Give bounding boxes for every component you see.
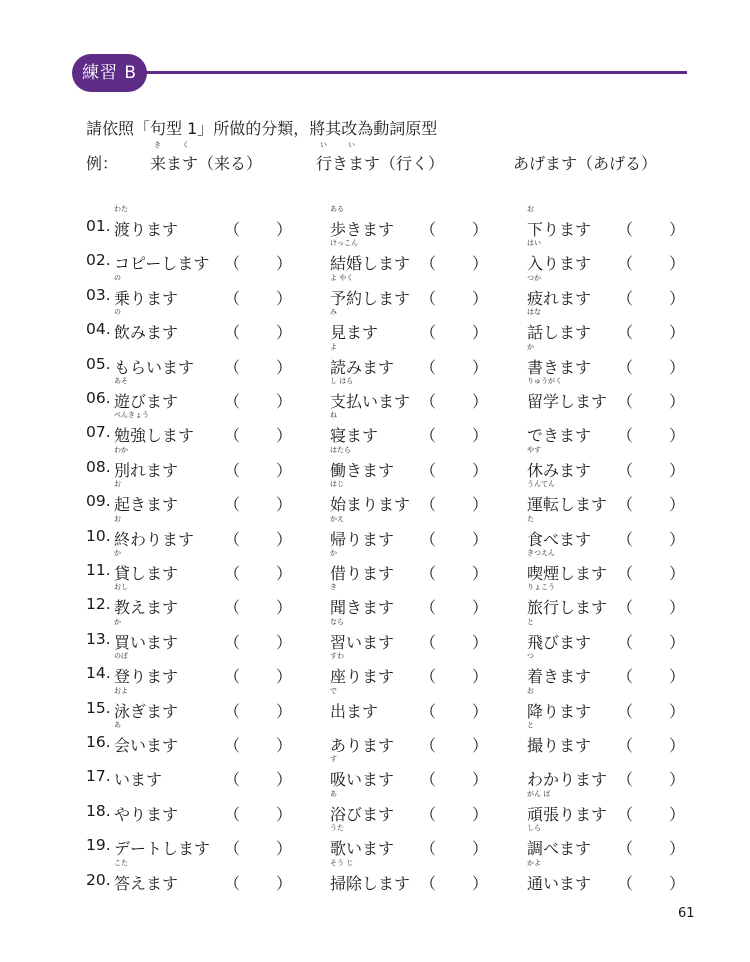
furigana: すわ	[330, 652, 344, 661]
answer-paren-close: ）	[276, 220, 293, 239]
exercise-number: 08.	[86, 457, 111, 476]
furigana: りゅうがく	[527, 377, 562, 385]
exercise-number: 11.	[86, 561, 111, 579]
answer-paren-close: ）	[669, 220, 686, 239]
exercise-number: 02.	[86, 251, 111, 270]
verb-masu-form: 喫煙します	[527, 564, 608, 583]
answer-paren-open: （	[224, 667, 241, 687]
furigana: うた	[330, 824, 344, 833]
verb-masu-form: 帰ります	[330, 529, 395, 549]
furigana: か	[330, 549, 337, 557]
verb-masu-form: 食べます	[527, 529, 592, 549]
exercise-row	[0, 514, 750, 548]
furigana: あ	[114, 721, 121, 729]
answer-paren-open: （	[420, 460, 437, 480]
answer-paren-open: （	[224, 598, 241, 618]
verb-masu-form: 遊びます	[114, 392, 179, 411]
answer-paren-open: （	[224, 564, 241, 583]
answer-paren-open: （	[224, 873, 241, 893]
furigana: ある	[330, 205, 344, 213]
answer-paren-open: （	[617, 460, 634, 480]
furigana: あ	[330, 789, 337, 798]
furigana: はじ	[330, 480, 344, 489]
answer-paren-open: （	[617, 254, 634, 274]
verb-masu-form: 話します	[527, 323, 592, 343]
furigana: はい	[527, 239, 541, 248]
furigana: か	[114, 617, 121, 626]
furigana: す	[330, 755, 337, 764]
answer-paren-open: （	[617, 701, 634, 721]
verb-masu-form: 結婚します	[330, 254, 411, 274]
answer-paren-close: ）	[472, 804, 489, 824]
answer-paren-open: （	[420, 323, 437, 343]
verb-masu-form: 教えます	[114, 598, 179, 618]
answer-paren-open: （	[224, 736, 241, 755]
verb-masu-form: 通います	[527, 873, 592, 893]
furigana: かえ	[330, 514, 344, 523]
furigana: りょこう	[527, 583, 555, 592]
exercise-row	[0, 342, 750, 376]
answer-paren-close: ）	[472, 323, 489, 343]
answer-paren-open: （	[224, 288, 241, 308]
answer-paren-close: ）	[276, 564, 293, 583]
answer-paren-open: （	[420, 392, 437, 411]
answer-paren-open: （	[420, 598, 437, 618]
exercise-number: 03.	[86, 285, 111, 304]
furigana: お	[527, 686, 534, 695]
answer-paren-open: （	[420, 839, 437, 859]
answer-paren-close: ）	[276, 323, 293, 343]
furigana: の	[114, 273, 121, 282]
verb-masu-form: あります	[330, 736, 395, 755]
verb-masu-form: 登ります	[114, 667, 179, 687]
answer-paren-close: ）	[472, 460, 489, 480]
exercise-number: 07.	[86, 423, 111, 442]
answer-paren-close: ）	[276, 598, 293, 618]
furigana: と	[527, 617, 534, 626]
answer-paren-close: ）	[669, 288, 686, 308]
verb-masu-form: 撮ります	[527, 736, 592, 755]
answer-paren-close: ）	[669, 736, 686, 755]
verb-masu-form: 答えます	[114, 873, 179, 893]
verb-masu-form: 疲れます	[527, 288, 592, 308]
answer-paren-open: （	[617, 632, 634, 652]
verb-masu-form: 歌います	[330, 839, 395, 859]
answer-paren-close: ）	[472, 770, 489, 790]
answer-paren-close: ）	[276, 357, 293, 377]
answer-paren-close: ）	[669, 804, 686, 824]
answer-paren-close: ）	[669, 564, 686, 583]
answer-paren-open: （	[420, 873, 437, 893]
verb-masu-form: わかります	[527, 770, 608, 790]
furigana: べんきょう	[114, 411, 149, 420]
answer-paren-close: ）	[276, 495, 293, 515]
answer-paren-open: （	[420, 564, 437, 583]
answer-paren-close: ）	[472, 288, 489, 308]
answer-paren-open: （	[617, 873, 634, 893]
answer-paren-open: （	[420, 220, 437, 239]
furigana: し はら	[330, 377, 354, 385]
verb-masu-form: 会います	[114, 736, 179, 755]
instruction-text: 請依照「句型 1」所做的分類，將其改為動詞原型	[86, 119, 438, 138]
exercise-row	[0, 651, 750, 685]
example-item	[150, 141, 263, 174]
answer-paren-close: ）	[669, 667, 686, 687]
furigana: か	[114, 549, 121, 557]
exercise-number: 13.	[86, 629, 111, 648]
answer-paren-close: ）	[669, 598, 686, 618]
exercise-number: 20.	[86, 870, 111, 889]
furigana: はな	[527, 308, 541, 317]
answer-paren-close: ）	[472, 529, 489, 549]
answer-paren-close: ）	[276, 254, 293, 274]
answer-paren-close: ）	[276, 460, 293, 480]
answer-paren-close: ）	[472, 632, 489, 652]
verb-masu-form: 座ります	[330, 667, 395, 687]
furigana: お	[114, 514, 121, 523]
exercise-number: 16.	[86, 733, 111, 751]
furigana: こた	[114, 858, 128, 867]
answer-paren-close: ）	[276, 736, 293, 755]
verb-masu-form: 予約します	[330, 288, 411, 308]
answer-paren-close: ）	[276, 873, 293, 893]
furigana: がん ば	[527, 789, 551, 798]
answer-paren-open: （	[224, 529, 241, 549]
furigana: つか	[527, 273, 541, 282]
verb-masu-form: デートします	[114, 839, 211, 859]
answer-paren-close: ）	[669, 392, 686, 411]
answer-paren-open: （	[224, 701, 241, 721]
exercise-number: 01.	[86, 217, 111, 235]
verb-masu-form: 旅行します	[527, 598, 608, 618]
answer-paren-close: ）	[669, 254, 686, 274]
answer-paren-close: ）	[472, 873, 489, 893]
answer-paren-open: （	[617, 529, 634, 549]
verb-masu-form: 浴びます	[330, 804, 395, 824]
verb-masu-form: 起きます	[114, 495, 179, 515]
furigana: かよ	[527, 858, 541, 867]
furigana: き	[330, 583, 337, 592]
verb-masu-form: 働きます	[330, 460, 395, 480]
answer-paren-open: （	[617, 598, 634, 618]
verb-masu-form: 調べます	[527, 839, 592, 859]
answer-paren-close: ）	[472, 254, 489, 274]
verb-masu-form: います	[114, 770, 163, 790]
example-text: あげます（あげる）	[513, 154, 658, 173]
answer-paren-close: ）	[472, 357, 489, 377]
exercise-number: 17.	[86, 767, 111, 786]
answer-paren-close: ）	[669, 632, 686, 652]
answer-paren-open: （	[224, 460, 241, 480]
answer-paren-open: （	[420, 804, 437, 824]
verb-masu-form: 降ります	[527, 701, 592, 721]
answer-paren-open: （	[420, 770, 437, 790]
exercise-row	[0, 823, 750, 857]
answer-paren-open: （	[617, 392, 634, 411]
verb-masu-form: 読みます	[330, 357, 395, 377]
exercise-number: 06.	[86, 389, 111, 407]
answer-paren-open: （	[617, 323, 634, 343]
answer-paren-close: ）	[276, 701, 293, 721]
answer-paren-open: （	[224, 392, 241, 411]
answer-paren-open: （	[420, 736, 437, 755]
answer-paren-close: ）	[276, 839, 293, 859]
verb-masu-form: 聞きます	[330, 598, 395, 618]
section-divider	[140, 71, 687, 74]
exercise-row	[0, 548, 750, 582]
furigana: やす	[527, 445, 541, 454]
answer-paren-open: （	[224, 254, 241, 274]
answer-paren-open: （	[224, 426, 241, 446]
exercise-number: 14.	[86, 664, 111, 683]
exercise-row	[0, 479, 750, 513]
answer-paren-close: ）	[669, 873, 686, 893]
furigana: と	[527, 721, 534, 729]
section-badge: 練習 B	[72, 54, 147, 92]
verb-masu-form: 飛びます	[527, 632, 592, 652]
furigana: およ	[114, 686, 128, 695]
answer-paren-close: ）	[669, 426, 686, 446]
answer-paren-open: （	[224, 357, 241, 377]
verb-masu-form: 吸います	[330, 770, 395, 790]
answer-paren-open: （	[617, 426, 634, 446]
verb-masu-form: やります	[114, 804, 179, 824]
verb-masu-form: 入ります	[527, 254, 592, 274]
example-label: 例：	[86, 154, 119, 173]
verb-masu-form: 休みます	[527, 460, 592, 480]
answer-paren-close: ）	[669, 357, 686, 377]
exercise-number: 19.	[86, 836, 111, 855]
answer-paren-close: ）	[276, 804, 293, 824]
answer-paren-close: ）	[669, 323, 686, 343]
verb-masu-form: 習います	[330, 632, 395, 652]
exercise-row	[0, 720, 750, 754]
exercise-number: 10.	[86, 526, 111, 545]
exercise-row	[0, 789, 750, 823]
answer-paren-open: （	[617, 564, 634, 583]
example-ruby: き く	[154, 141, 189, 149]
verb-masu-form: 飲みます	[114, 323, 179, 343]
verb-masu-form: もらいます	[114, 357, 195, 377]
furigana: よ	[330, 342, 337, 351]
furigana: はたら	[330, 445, 351, 454]
answer-paren-close: ）	[276, 529, 293, 549]
exercise-row	[0, 754, 750, 788]
furigana: けっこん	[330, 239, 358, 248]
verb-masu-form: 書きます	[527, 357, 592, 377]
example-text: 行きます（行く）	[316, 154, 445, 173]
verb-masu-form: 運転します	[527, 495, 608, 515]
answer-paren-open: （	[617, 839, 634, 859]
exercise-row	[0, 617, 750, 651]
example-ruby: い い	[320, 141, 355, 149]
verb-masu-form: 勉強します	[114, 426, 195, 446]
answer-paren-close: ）	[472, 564, 489, 583]
exercise-row	[0, 686, 750, 720]
answer-paren-close: ）	[669, 529, 686, 549]
answer-paren-open: （	[617, 736, 634, 755]
exercise-row	[0, 307, 750, 341]
verb-masu-form: 掃除します	[330, 873, 411, 893]
answer-paren-open: （	[420, 529, 437, 549]
answer-paren-close: ）	[472, 736, 489, 755]
furigana: の	[114, 308, 121, 317]
answer-paren-close: ）	[276, 632, 293, 652]
answer-paren-close: ）	[276, 426, 293, 446]
answer-paren-open: （	[420, 357, 437, 377]
furigana: た	[527, 514, 534, 523]
verb-masu-form: 渡ります	[114, 220, 179, 239]
furigana: か	[527, 342, 534, 351]
furigana: わか	[114, 445, 128, 454]
verb-masu-form: 出ます	[330, 701, 379, 721]
exercise-number: 18.	[86, 801, 111, 820]
exercise-row	[0, 858, 750, 892]
answer-paren-open: （	[420, 288, 437, 308]
answer-paren-open: （	[224, 220, 241, 239]
furigana: よ やく	[330, 273, 354, 282]
answer-paren-close: ）	[669, 770, 686, 790]
furigana: そう じ	[330, 858, 354, 867]
furigana: なら	[330, 617, 344, 626]
answer-paren-close: ）	[669, 839, 686, 859]
verb-masu-form: 貸します	[114, 564, 179, 583]
furigana: おし	[114, 583, 128, 592]
verb-masu-form: 別れます	[114, 460, 179, 480]
answer-paren-open: （	[420, 667, 437, 687]
furigana: わた	[114, 205, 128, 213]
furigana: あそ	[114, 377, 128, 385]
answer-paren-close: ）	[276, 667, 293, 687]
answer-paren-close: ）	[472, 392, 489, 411]
verb-masu-form: 見ます	[330, 323, 379, 343]
exercise-number: 09.	[86, 492, 111, 511]
exercise-row	[0, 273, 750, 307]
answer-paren-open: （	[224, 323, 241, 343]
verb-masu-form: 終わります	[114, 529, 195, 549]
answer-paren-open: （	[420, 495, 437, 515]
exercise-row	[0, 204, 750, 238]
verb-masu-form: 歩きます	[330, 220, 395, 239]
answer-paren-open: （	[224, 632, 241, 652]
verb-masu-form: 買います	[114, 632, 179, 652]
answer-paren-open: （	[617, 667, 634, 687]
verb-masu-form: 下ります	[527, 220, 592, 239]
answer-paren-close: ）	[472, 667, 489, 687]
exercise-row	[0, 582, 750, 616]
exercise-row	[0, 445, 750, 479]
answer-paren-close: ）	[472, 495, 489, 515]
answer-paren-open: （	[224, 804, 241, 824]
answer-paren-close: ）	[472, 701, 489, 721]
exercise-number: 05.	[86, 354, 111, 373]
exercise-row	[0, 410, 750, 444]
furigana: み	[330, 308, 337, 317]
answer-paren-close: ）	[276, 770, 293, 790]
furigana: お	[114, 480, 121, 489]
answer-paren-open: （	[617, 495, 634, 515]
example-text: 来ます（来る）	[150, 154, 263, 173]
furigana: しら	[527, 824, 541, 833]
answer-paren-open: （	[617, 220, 634, 239]
exercise-number: 12.	[86, 595, 111, 614]
furigana: のぼ	[114, 652, 128, 661]
answer-paren-open: （	[617, 770, 634, 790]
page-number: 61	[678, 906, 695, 921]
furigana: つ	[527, 652, 534, 661]
answer-paren-close: ）	[472, 220, 489, 239]
exercise-row	[0, 238, 750, 272]
furigana: お	[527, 205, 534, 213]
furigana: きつえん	[527, 549, 555, 557]
furigana: で	[330, 686, 337, 695]
verb-masu-form: 頑張ります	[527, 804, 608, 824]
answer-paren-open: （	[224, 770, 241, 790]
exercise-row	[0, 376, 750, 410]
answer-paren-close: ）	[669, 495, 686, 515]
answer-paren-close: ）	[472, 426, 489, 446]
answer-paren-open: （	[420, 426, 437, 446]
furigana: ね	[330, 411, 337, 420]
verb-masu-form: 泳ぎます	[114, 701, 179, 721]
answer-paren-open: （	[420, 254, 437, 274]
answer-paren-close: ）	[276, 288, 293, 308]
verb-masu-form: できます	[527, 426, 592, 446]
answer-paren-close: ）	[276, 392, 293, 411]
answer-paren-close: ）	[669, 460, 686, 480]
furigana: うんてん	[527, 480, 555, 489]
answer-paren-open: （	[617, 288, 634, 308]
verb-masu-form: 借ります	[330, 564, 395, 583]
verb-masu-form: 着きます	[527, 667, 592, 687]
verb-masu-form: コピーします	[114, 254, 210, 274]
answer-paren-open: （	[420, 701, 437, 721]
answer-paren-close: ）	[472, 839, 489, 859]
answer-paren-close: ）	[472, 598, 489, 618]
exercise-number: 15.	[86, 698, 111, 717]
verb-masu-form: 始まります	[330, 495, 411, 515]
verb-masu-form: 寝ます	[330, 426, 379, 446]
verb-masu-form: 乗ります	[114, 288, 179, 308]
answer-paren-open: （	[617, 357, 634, 377]
example-item	[316, 141, 445, 174]
exercise-number: 04.	[86, 320, 111, 339]
verb-masu-form: 支払います	[330, 392, 411, 411]
verb-masu-form: 留学します	[527, 392, 608, 411]
answer-paren-open: （	[617, 804, 634, 824]
answer-paren-open: （	[224, 495, 241, 515]
answer-paren-close: ）	[669, 701, 686, 721]
example-item	[513, 151, 657, 174]
answer-paren-open: （	[420, 632, 437, 652]
answer-paren-open: （	[224, 839, 241, 859]
